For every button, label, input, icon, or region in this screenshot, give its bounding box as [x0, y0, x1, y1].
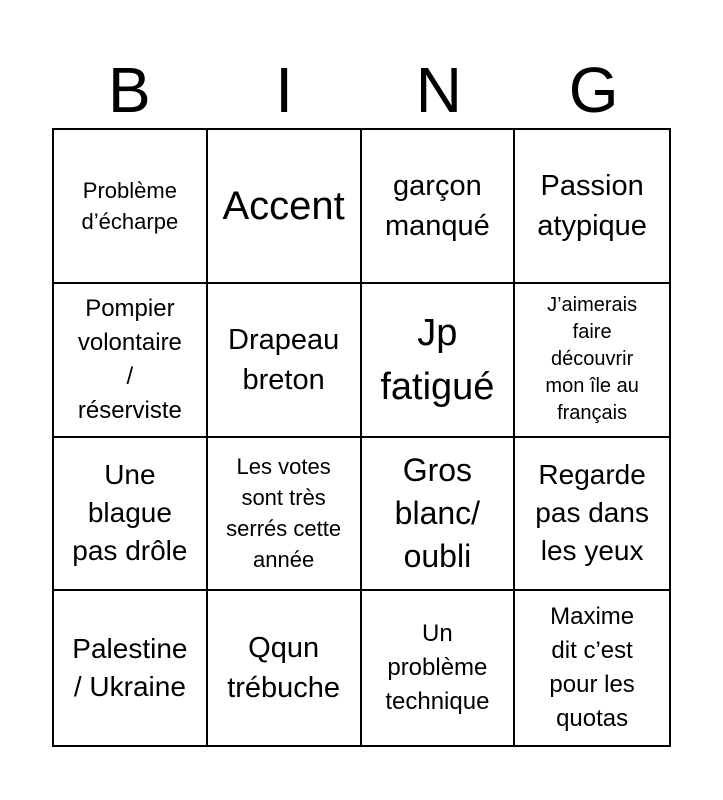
bingo-cell-text: Un problème technique	[385, 620, 490, 716]
bingo-cell-text: Jp fatigué	[380, 311, 495, 408]
bingo-cell[interactable]	[362, 438, 516, 592]
bingo-cell-text: Palestine / Ukraine	[72, 633, 188, 703]
bingo-cell[interactable]	[362, 130, 516, 284]
bingo-cell-text: Pompier volontaire / réserviste	[77, 294, 182, 424]
bingo-cell[interactable]	[208, 438, 362, 592]
bingo-cell[interactable]	[54, 438, 208, 592]
bingo-cell[interactable]	[208, 130, 362, 284]
header-letter-i: I	[275, 54, 294, 126]
bingo-header	[52, 52, 671, 128]
bingo-cell-text: Qqun trébuche	[227, 632, 341, 705]
bingo-cell-text: Accent	[222, 183, 345, 228]
bingo-cell[interactable]	[362, 591, 516, 745]
bingo-cell[interactable]	[54, 130, 208, 284]
bingo-cell[interactable]	[54, 284, 208, 438]
bingo-cell-text: Gros blanc/ oubli	[394, 451, 481, 574]
bingo-cell-text: garçon manqué	[384, 169, 490, 242]
bingo-cell[interactable]	[515, 438, 669, 592]
bingo-cell-text: Drapeau breton	[228, 323, 340, 396]
bingo-cell[interactable]	[208, 284, 362, 438]
bingo-card-grid	[52, 128, 671, 747]
bingo-cell-text: Maxime dit c’est pour les quotas	[549, 603, 635, 733]
bingo-cell[interactable]	[208, 591, 362, 745]
header-letter-g: G	[568, 54, 619, 126]
bingo-cell-text: Regarde pas dans les yeux	[535, 459, 649, 567]
bingo-cell-text: Une blague pas drôle	[72, 459, 188, 567]
bingo-cell-text: Passion atypique	[537, 169, 647, 242]
bingo-cell-text: J’aimerais faire découvrir mon île au français	[545, 294, 639, 425]
bingo-cell[interactable]	[515, 591, 669, 745]
header-letter-b: B	[108, 54, 151, 126]
bingo-cell[interactable]	[362, 284, 516, 438]
bingo-cell-text: Les votes sont très serrés cette année	[226, 454, 342, 573]
header-letter-n: N	[415, 54, 462, 126]
bingo-cell[interactable]	[54, 591, 208, 745]
bingo-cell-text: Problème d’écharpe	[81, 177, 179, 234]
bingo-cell[interactable]	[515, 284, 669, 438]
bingo-cell[interactable]	[515, 130, 669, 284]
